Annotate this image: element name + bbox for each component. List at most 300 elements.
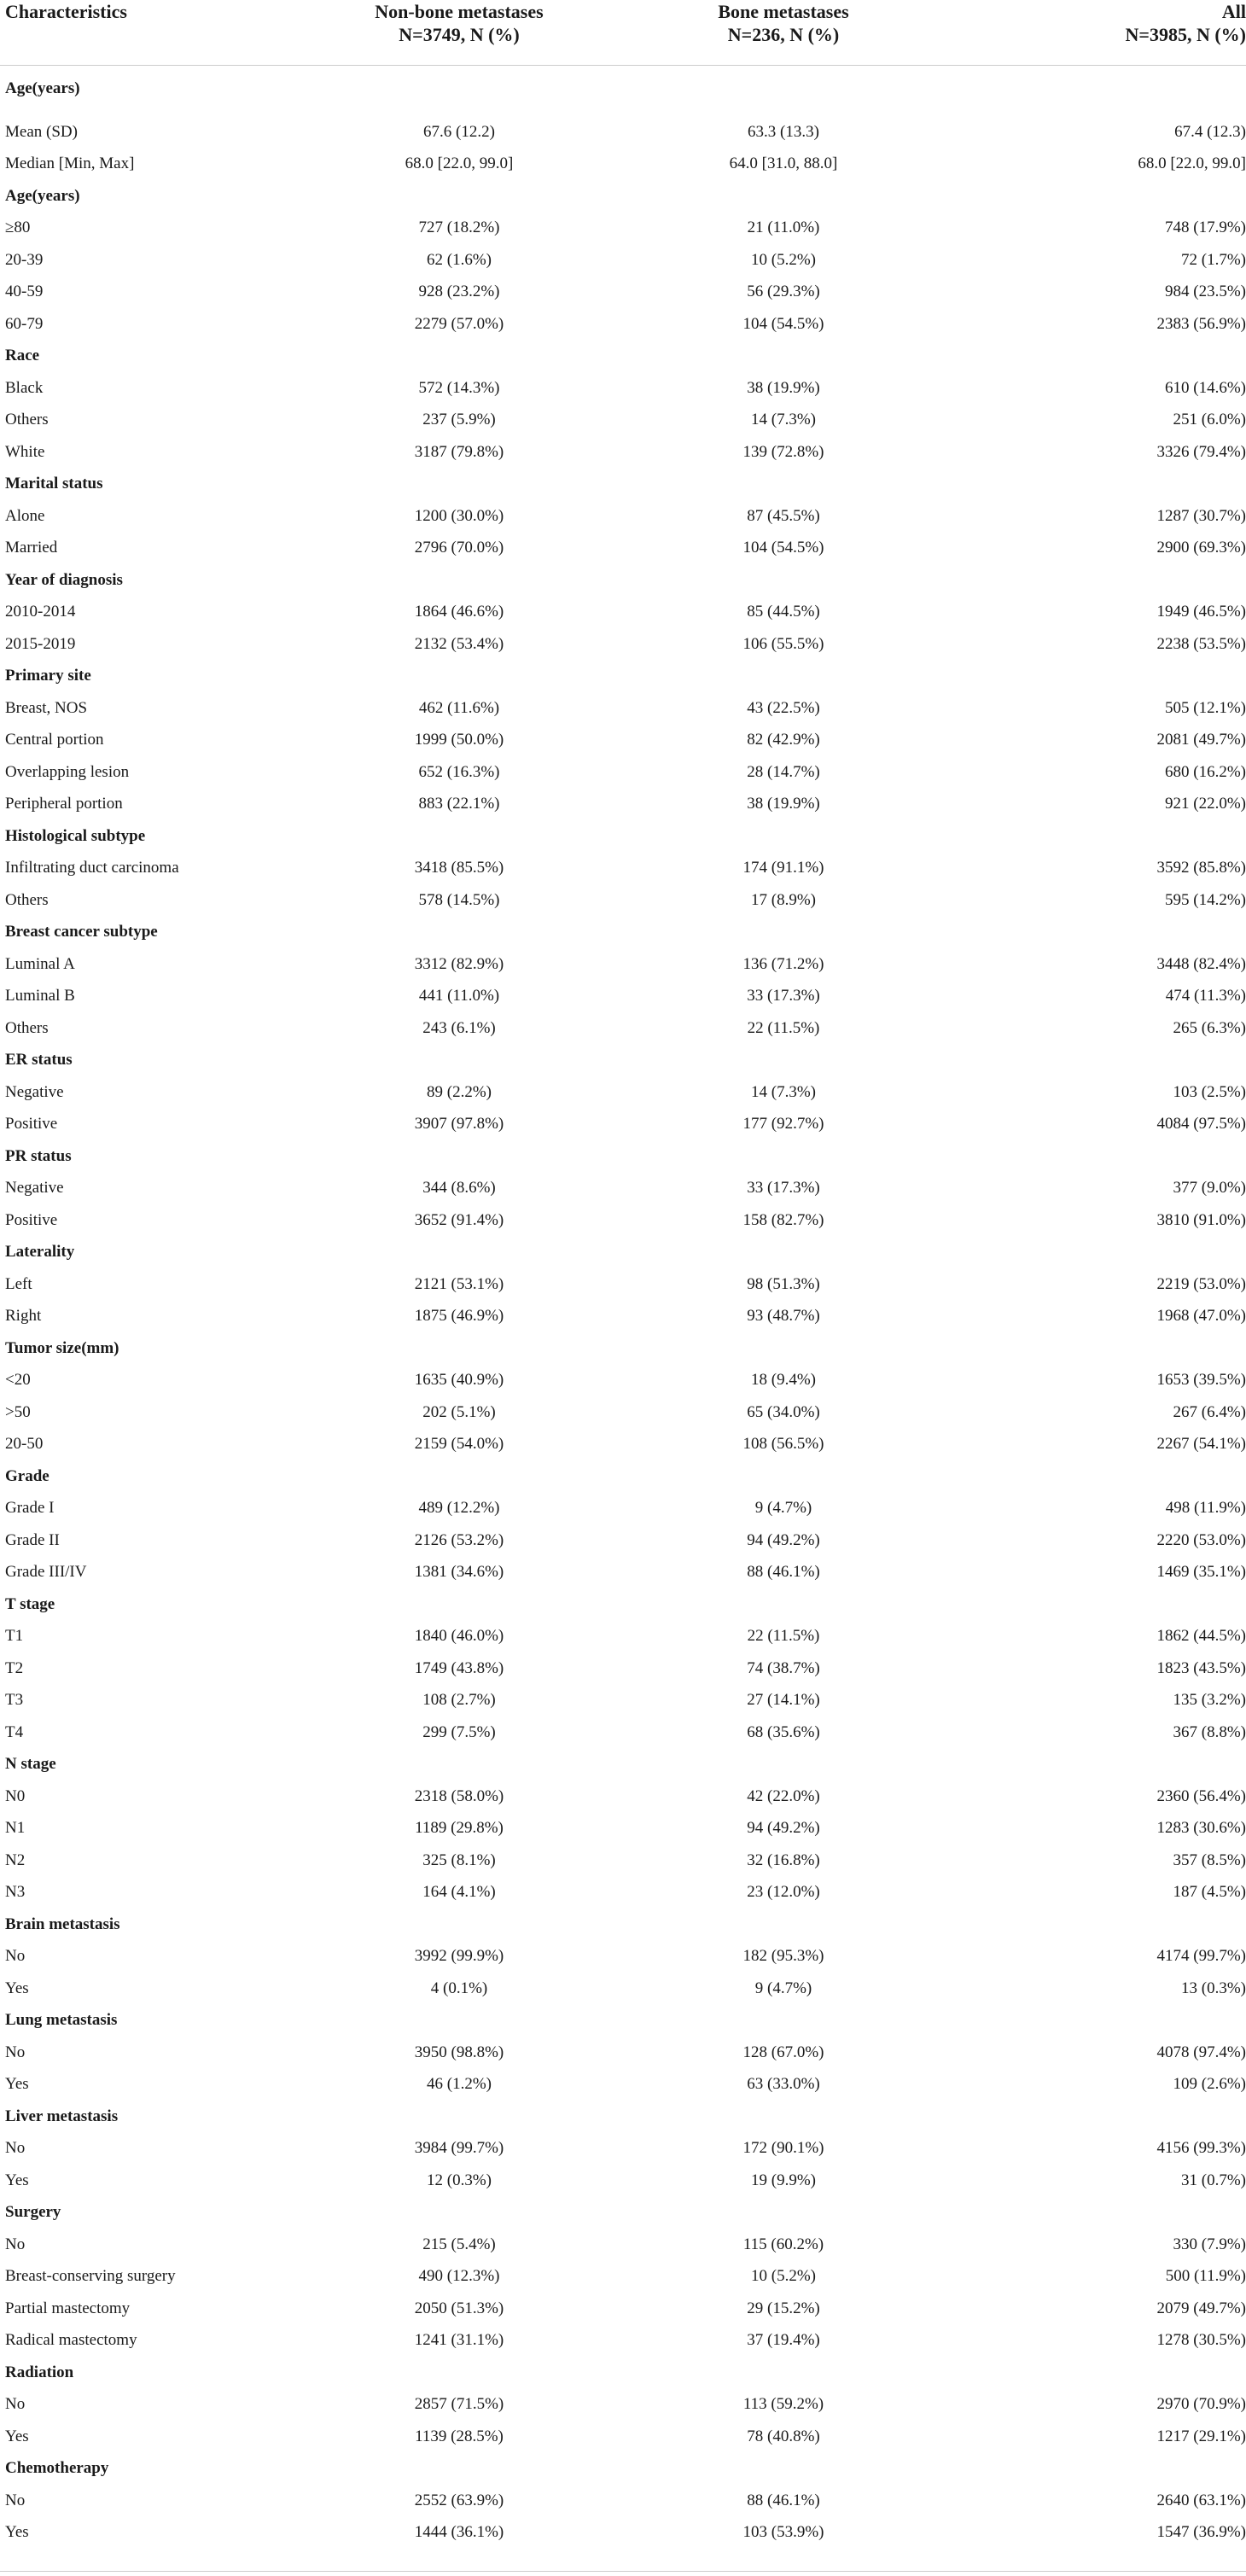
non-bone-value: 441 (11.0%) (418, 987, 500, 1005)
section-header-row (0, 2005, 1246, 2037)
table-row (0, 1877, 1246, 1909)
all-value: 4084 (97.5%) (1156, 1115, 1246, 1134)
non-bone-value: 3984 (99.7%) (414, 2139, 504, 2158)
header-non-bone-title: Non-bone metastases (375, 1, 544, 22)
section-header-row (0, 661, 1246, 693)
non-bone-value: 1189 (29.8%) (415, 1819, 504, 1838)
row-label: Left (5, 1274, 32, 1293)
row-label: Positive (5, 1115, 58, 1134)
all-value: 72 (1.7%) (1181, 250, 1246, 269)
non-bone-value: 3312 (82.9%) (414, 954, 504, 973)
row-label: No (5, 2395, 26, 2414)
header-all-title: All (1221, 1, 1246, 22)
table-row (0, 1365, 1246, 1397)
all-value: 4156 (99.3%) (1156, 2139, 1246, 2158)
all-value: 2079 (49.7%) (1156, 2299, 1246, 2317)
all-value: 2267 (54.1%) (1156, 1435, 1246, 1454)
table-body (0, 67, 1246, 2549)
all-value: 377 (9.0%) (1173, 1179, 1246, 1198)
bone-value: 93 (48.7%) (747, 1307, 820, 1326)
bone-value: 21 (11.0%) (747, 219, 820, 237)
all-value: 103 (2.5%) (1173, 1082, 1246, 1101)
all-value: 1653 (39.5%) (1156, 1371, 1246, 1390)
non-bone-value: 108 (2.7%) (422, 1691, 496, 1710)
bone-value: 22 (11.5%) (747, 1018, 820, 1037)
all-value: 1278 (30.5%) (1156, 2331, 1246, 2350)
table-row (0, 1973, 1246, 2005)
all-value: 251 (6.0%) (1173, 411, 1246, 429)
section-label: Lung metastasis (5, 2011, 118, 2030)
all-value: 267 (6.4%) (1173, 1402, 1246, 1421)
row-label: No (5, 1947, 26, 1966)
section-header-row (0, 1332, 1246, 1365)
non-bone-value: 572 (14.3%) (418, 378, 500, 397)
table-row (0, 2229, 1246, 2261)
section-header-row (0, 564, 1246, 597)
non-bone-value: 490 (12.3%) (418, 2267, 500, 2286)
bone-value: 113 (59.2%) (742, 2395, 824, 2414)
row-label: Married (5, 539, 58, 557)
section-label: T stage (5, 1594, 55, 1613)
row-label: No (5, 2043, 26, 2061)
non-bone-value: 215 (5.4%) (422, 2235, 496, 2253)
non-bone-value: 1875 (46.9%) (414, 1307, 504, 1326)
bone-value: 18 (9.4%) (751, 1371, 816, 1390)
table-row (0, 1173, 1246, 1205)
section-header-row (0, 2101, 1246, 2133)
section-label: Marital status (5, 475, 103, 493)
bone-value: 43 (22.5%) (747, 698, 820, 717)
all-value: 357 (8.5%) (1173, 1850, 1246, 1869)
row-label: Partial mastectomy (5, 2299, 131, 2317)
bone-value: 98 (51.3%) (747, 1274, 820, 1293)
non-bone-value: 2050 (51.3%) (414, 2299, 504, 2317)
row-label: Grade II (5, 1530, 60, 1549)
all-value: 68.0 [22.0, 99.0] (1138, 154, 1246, 173)
table-row (0, 1685, 1246, 1717)
non-bone-value: 4 (0.1%) (430, 1979, 488, 1997)
bone-value: 42 (22.0%) (747, 1786, 820, 1805)
table-row (0, 500, 1246, 533)
row-label: No (5, 2235, 26, 2253)
section-header-row (0, 1749, 1246, 1781)
table-row (0, 2325, 1246, 2357)
non-bone-value: 2121 (53.1%) (414, 1274, 504, 1293)
table-row (0, 2485, 1246, 2517)
bone-value: 182 (95.3%) (742, 1947, 824, 1966)
row-label: Others (5, 890, 49, 909)
header-bone-title: Bone metastases (718, 1, 849, 22)
section-header-row (0, 1045, 1246, 1077)
row-label: ≥80 (5, 219, 31, 237)
table-row (0, 1557, 1246, 1589)
bone-value: 104 (54.5%) (742, 314, 824, 333)
non-bone-value: 202 (5.1%) (422, 1402, 496, 1421)
all-value: 1217 (29.1%) (1156, 2427, 1246, 2445)
row-label: Others (5, 411, 49, 429)
all-value: 2640 (63.1%) (1156, 2491, 1246, 2509)
table-row (0, 2165, 1246, 2197)
all-value: 505 (12.1%) (1165, 698, 1246, 717)
all-value: 2900 (69.3%) (1156, 539, 1246, 557)
non-bone-value: 325 (8.1%) (422, 1850, 496, 1869)
row-label: 20-39 (5, 250, 44, 269)
section-header-row (0, 820, 1246, 853)
header-all (973, 0, 1246, 46)
row-label: Luminal A (5, 954, 75, 973)
non-bone-value: 3992 (99.9%) (414, 1947, 504, 1966)
section-label: Age(years) (5, 186, 80, 205)
all-value: 3592 (85.8%) (1156, 859, 1246, 877)
bone-value: 64.0 [31.0, 88.0] (729, 154, 838, 173)
bone-value: 94 (49.2%) (747, 1530, 820, 1549)
section-label: Histological subtype (5, 826, 146, 845)
table-row (0, 1716, 1246, 1749)
section-label: Primary site (5, 667, 91, 685)
non-bone-value: 243 (6.1%) (422, 1018, 496, 1037)
all-value: 3448 (82.4%) (1156, 954, 1246, 973)
table-row (0, 372, 1246, 405)
non-bone-value: 883 (22.1%) (418, 795, 500, 813)
all-value: 2383 (56.9%) (1156, 314, 1246, 333)
row-label: Right (5, 1307, 42, 1326)
row-label: T3 (5, 1691, 24, 1710)
table-row (0, 1524, 1246, 1557)
section-header-row (0, 1588, 1246, 1621)
row-label: 40-59 (5, 283, 44, 301)
table-row (0, 1813, 1246, 1845)
row-label: Grade III/IV (5, 1563, 87, 1582)
row-label: Peripheral portion (5, 795, 123, 813)
bone-value: 17 (8.9%) (751, 890, 816, 909)
bone-value: 9 (4.7%) (754, 1499, 812, 1518)
all-value: 4078 (97.4%) (1156, 2043, 1246, 2061)
section-header-row (0, 180, 1246, 213)
all-value: 4174 (99.7%) (1156, 1947, 1246, 1966)
table-row (0, 789, 1246, 821)
table-row (0, 1429, 1246, 1461)
row-label: <20 (5, 1371, 31, 1390)
bone-value: 10 (5.2%) (751, 250, 816, 269)
all-value: 1547 (36.9%) (1156, 2523, 1246, 2542)
non-bone-value: 2279 (57.0%) (414, 314, 504, 333)
table-row (0, 308, 1246, 341)
table-row (0, 2517, 1246, 2550)
all-value: 3326 (79.4%) (1156, 442, 1246, 461)
section-header-row (0, 469, 1246, 501)
non-bone-value: 462 (11.6%) (418, 698, 500, 717)
bone-value: 172 (90.1%) (742, 2139, 824, 2158)
bone-value: 104 (54.5%) (742, 539, 824, 557)
row-label: Median [Min, Max] (5, 154, 135, 173)
section-label: Tumor size(mm) (5, 1338, 119, 1357)
row-label: White (5, 442, 45, 461)
all-value: 1968 (47.0%) (1156, 1307, 1246, 1326)
all-value: 31 (0.7%) (1181, 2171, 1246, 2189)
bone-value: 38 (19.9%) (747, 795, 820, 813)
row-label: Yes (5, 2075, 29, 2094)
row-label: Yes (5, 2171, 29, 2189)
non-bone-value: 164 (4.1%) (422, 1883, 496, 1902)
all-value: 1469 (35.1%) (1156, 1563, 1246, 1582)
table-row (0, 1204, 1246, 1237)
table-row (0, 1652, 1246, 1685)
all-value: 265 (6.3%) (1173, 1018, 1246, 1037)
table-row (0, 1845, 1246, 1877)
bone-value: 23 (12.0%) (747, 1883, 820, 1902)
all-value: 109 (2.6%) (1173, 2075, 1246, 2094)
bone-value: 174 (91.1%) (742, 859, 824, 877)
all-value: 1862 (44.5%) (1156, 1627, 1246, 1646)
row-label: Radical mastectomy (5, 2331, 137, 2350)
bone-value: 88 (46.1%) (747, 2491, 820, 2509)
bone-value: 10 (5.2%) (751, 2267, 816, 2286)
row-label: Breast-conserving surgery (5, 2267, 176, 2286)
all-value: 187 (4.5%) (1173, 1883, 1246, 1902)
bone-value: 136 (71.2%) (742, 954, 824, 973)
non-bone-value: 12 (0.3%) (427, 2171, 492, 2189)
table-row (0, 533, 1246, 565)
non-bone-value: 1381 (34.6%) (414, 1563, 504, 1582)
table-row (0, 1621, 1246, 1653)
non-bone-value: 578 (14.5%) (418, 890, 500, 909)
non-bone-value: 2318 (58.0%) (414, 1786, 504, 1805)
bone-value: 38 (19.9%) (747, 378, 820, 397)
row-label: Central portion (5, 731, 104, 749)
bone-value: 103 (53.9%) (742, 2523, 824, 2542)
non-bone-value: 1241 (31.1%) (414, 2331, 504, 2350)
bone-value: 88 (46.1%) (747, 1563, 820, 1582)
section-label: Breast cancer subtype (5, 923, 158, 941)
row-label: T2 (5, 1658, 24, 1677)
all-value: 921 (22.0%) (1165, 795, 1246, 813)
table-row (0, 725, 1246, 757)
section-label: Brain metastasis (5, 1915, 120, 1933)
all-value: 748 (17.9%) (1165, 219, 1246, 237)
row-label: Yes (5, 2427, 29, 2445)
section-header-row (0, 1140, 1246, 1173)
bone-value: 85 (44.5%) (747, 603, 820, 621)
table-row (0, 1941, 1246, 1973)
all-value: 67.4 (12.3) (1174, 122, 1246, 141)
section-label: ER status (5, 1051, 73, 1069)
table-row (0, 1268, 1246, 1301)
section-label: Year of diagnosis (5, 570, 123, 589)
table-row (0, 692, 1246, 725)
table-row (0, 2389, 1246, 2422)
section-label: Race (5, 347, 40, 365)
table-row (0, 2037, 1246, 2069)
table-row (0, 1301, 1246, 1333)
bone-value: 9 (4.7%) (754, 1979, 812, 1997)
bone-value: 63 (33.0%) (747, 2075, 820, 2094)
table-row (0, 1109, 1246, 1141)
section-label: Surgery (5, 2203, 61, 2222)
bone-value: 177 (92.7%) (742, 1115, 824, 1134)
bone-value: 14 (7.3%) (751, 411, 816, 429)
all-value: 3810 (91.0%) (1156, 1210, 1246, 1229)
non-bone-value: 68.0 [22.0, 99.0] (405, 154, 514, 173)
bone-value: 68 (35.6%) (747, 1722, 820, 1741)
row-label: Overlapping lesion (5, 762, 130, 781)
section-label: Chemotherapy (5, 2459, 109, 2478)
all-value: 367 (8.8%) (1173, 1722, 1246, 1741)
bone-value: 63.3 (13.3) (748, 122, 819, 141)
row-label: 20-50 (5, 1435, 44, 1454)
header-bone-metastases (647, 0, 920, 46)
section-label: Laterality (5, 1243, 75, 1262)
row-label: Grade I (5, 1499, 55, 1518)
non-bone-value: 67.6 (12.2) (423, 122, 495, 141)
table-row (0, 436, 1246, 469)
table-row (0, 2261, 1246, 2293)
row-label: Luminal B (5, 987, 75, 1005)
row-label: N2 (5, 1850, 26, 1869)
table-row (0, 277, 1246, 309)
table-row (0, 213, 1246, 245)
header-divider (0, 65, 1246, 66)
header-non-bone-count: N=3749, N (%) (399, 24, 520, 45)
section-header-row (0, 1460, 1246, 1493)
bone-value: 139 (72.8%) (742, 442, 824, 461)
non-bone-value: 2857 (71.5%) (414, 2395, 504, 2414)
bone-value: 65 (34.0%) (747, 1402, 820, 1421)
non-bone-value: 3950 (98.8%) (414, 2043, 504, 2061)
row-label: >50 (5, 1402, 31, 1421)
all-value: 610 (14.6%) (1165, 378, 1246, 397)
section-label: N stage (5, 1755, 56, 1774)
bone-value: 29 (15.2%) (747, 2299, 820, 2317)
bone-value: 108 (56.5%) (742, 1435, 824, 1454)
row-label: Yes (5, 1979, 29, 1997)
table-row (0, 2069, 1246, 2101)
bone-value: 158 (82.7%) (742, 1210, 824, 1229)
table-row (0, 1012, 1246, 1045)
section-label: Liver metastasis (5, 2107, 119, 2125)
section-label: Grade (5, 1466, 49, 1485)
non-bone-value: 237 (5.9%) (422, 411, 496, 429)
all-value: 595 (14.2%) (1165, 890, 1246, 909)
row-label: Others (5, 1018, 49, 1037)
row-label: Mean (SD) (5, 122, 78, 141)
bone-value: 33 (17.3%) (747, 1179, 820, 1198)
row-label: No (5, 2491, 26, 2509)
row-label: T1 (5, 1627, 24, 1646)
bone-value: 74 (38.7%) (747, 1658, 820, 1677)
non-bone-value: 2796 (70.0%) (414, 539, 504, 557)
bone-value: 106 (55.5%) (742, 634, 824, 653)
section-header-row (0, 341, 1246, 373)
table-row (0, 884, 1246, 917)
row-label: 2010-2014 (5, 603, 76, 621)
header-non-bone-metastases (323, 0, 596, 46)
all-value: 2220 (53.0%) (1156, 1530, 1246, 1549)
all-value: 330 (7.9%) (1173, 2235, 1246, 2253)
non-bone-value: 1864 (46.6%) (414, 603, 504, 621)
all-value: 1823 (43.5%) (1156, 1658, 1246, 1677)
bone-value: 115 (60.2%) (742, 2235, 824, 2253)
non-bone-value: 1999 (50.0%) (414, 731, 504, 749)
all-value: 680 (16.2%) (1165, 762, 1246, 781)
table-row (0, 981, 1246, 1013)
non-bone-value: 62 (1.6%) (427, 250, 492, 269)
all-value: 498 (11.9%) (1165, 1499, 1246, 1518)
bone-value: 56 (29.3%) (747, 283, 820, 301)
table-row (0, 405, 1246, 437)
non-bone-value: 46 (1.2%) (427, 2075, 492, 2094)
non-bone-value: 928 (23.2%) (418, 283, 500, 301)
all-value: 2238 (53.5%) (1156, 634, 1246, 653)
section-header-row (0, 2357, 1246, 2389)
section-header-row (0, 2197, 1246, 2229)
non-bone-value: 299 (7.5%) (422, 1722, 496, 1741)
row-label: Alone (5, 506, 45, 525)
table-row (0, 2293, 1246, 2325)
non-bone-value: 1840 (46.0%) (414, 1627, 504, 1646)
non-bone-value: 89 (2.2%) (427, 1082, 492, 1101)
all-value: 474 (11.3%) (1165, 987, 1246, 1005)
non-bone-value: 2132 (53.4%) (414, 634, 504, 653)
table-bottom-rule (0, 2571, 1246, 2572)
non-bone-value: 1139 (28.5%) (415, 2427, 504, 2445)
row-label: T4 (5, 1722, 24, 1741)
all-value: 984 (23.5%) (1165, 283, 1246, 301)
bone-value: 14 (7.3%) (751, 1082, 816, 1101)
table-row (0, 244, 1246, 277)
all-value: 2219 (53.0%) (1156, 1274, 1246, 1293)
table-row (0, 2133, 1246, 2165)
row-label: No (5, 2139, 26, 2158)
row-label: 2015-2019 (5, 634, 76, 653)
table-row (0, 2421, 1246, 2453)
all-value: 13 (0.3%) (1181, 1979, 1246, 1997)
table-row (0, 628, 1246, 661)
table-row (0, 1780, 1246, 1813)
table-row (0, 756, 1246, 789)
all-value: 500 (11.9%) (1165, 2267, 1246, 2286)
bone-value: 32 (16.8%) (747, 1850, 820, 1869)
non-bone-value: 2159 (54.0%) (414, 1435, 504, 1454)
all-value: 135 (3.2%) (1173, 1691, 1246, 1710)
table-row (0, 149, 1246, 181)
section-header-row (0, 1237, 1246, 1269)
table-row (0, 1396, 1246, 1429)
header-characteristics: Characteristics (5, 1, 127, 22)
section-label: PR status (5, 1146, 72, 1165)
non-bone-value: 652 (16.3%) (418, 762, 500, 781)
row-label: Positive (5, 1210, 58, 1229)
row-label: Yes (5, 2523, 29, 2542)
all-value: 2970 (70.9%) (1156, 2395, 1246, 2414)
non-bone-value: 2126 (53.2%) (414, 1530, 504, 1549)
non-bone-value: 2552 (63.9%) (414, 2491, 504, 2509)
table-row (0, 597, 1246, 629)
row-label: Infiltrating duct carcinoma (5, 859, 179, 877)
non-bone-value: 1200 (30.0%) (414, 506, 504, 525)
bone-value: 82 (42.9%) (747, 731, 820, 749)
table-row (0, 116, 1246, 149)
non-bone-value: 727 (18.2%) (418, 219, 500, 237)
section-header-row (0, 2453, 1246, 2486)
bone-value: 87 (45.5%) (747, 506, 820, 525)
table-header (0, 0, 1246, 65)
row-label: N1 (5, 1819, 26, 1838)
bone-value: 37 (19.4%) (747, 2331, 820, 2350)
non-bone-value: 3187 (79.8%) (414, 442, 504, 461)
row-label: Black (5, 378, 44, 397)
bone-value: 33 (17.3%) (747, 987, 820, 1005)
non-bone-value: 3907 (97.8%) (414, 1115, 504, 1134)
